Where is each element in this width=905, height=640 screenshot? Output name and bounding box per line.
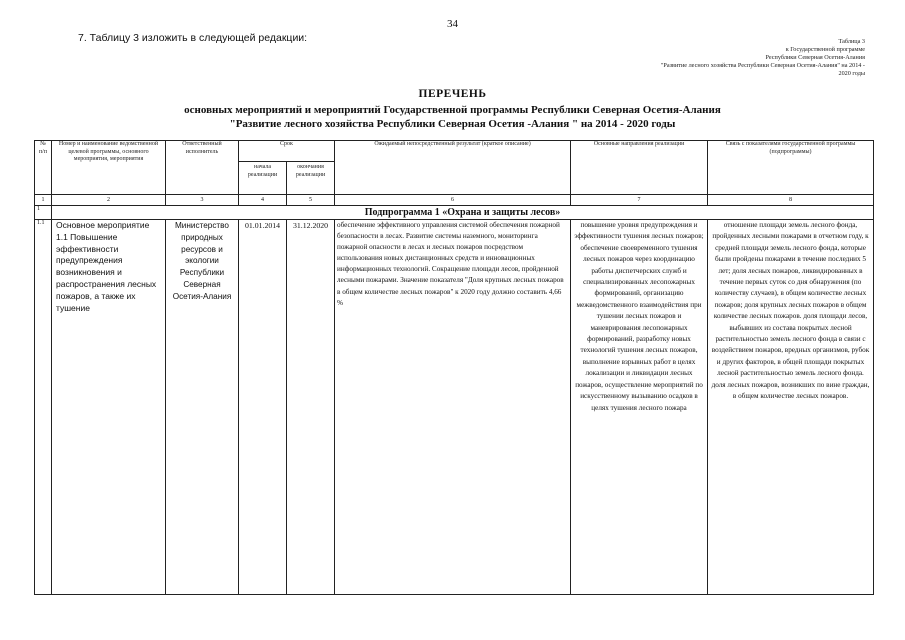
appendix-line: "Развитие лесного хозяйства Республики Северная Осетия-Алания" на 2014 - — [660, 62, 865, 69]
header-link: Связь с показателями государственной программы (подпрограммы) — [708, 141, 874, 195]
amendment-instruction: 7. Таблицу 3 изложить в следующей редакции: — [78, 32, 308, 44]
appendix-note — [560, 38, 865, 78]
appendix-line: Республики Северная Осетия-Алания — [765, 54, 865, 61]
header-start: начала реализации — [239, 162, 287, 195]
row-result: обеспечение эффективного управления системой обеспечения пожарной безопасности в лесах. Развитие системы наземного, мониторинга пожарной опасности в лесах и лесных пожаров посредством использования новых дистанционных средств и инновационных информационных технологий. Сокращение площади лесов, пройденной лесными пожарами. Значение показателя "Доля крупных лесных пожаров в общем количестве лесных пожаров" к 2020 году должно составить 4,66 % — [335, 220, 571, 595]
appendix-line: 2020 годы — [838, 70, 865, 77]
row-executor: Министерство природных ресурсов и экологии Республики Северная Осетия-Алания — [166, 220, 239, 595]
row-link: отношение площади земель лесного фонда, пройденных лесными пожарами в отчетном году, к средней площади земель лесного фонда, которые были пройдены пожарами в течение последних 5 лет; доля лесных пожаров, ликвидированных в течение первых суток со дня обнаружения (по количеству случаев), в общем количестве лесных пожаров; доля крупных лесных пожаров в общем количестве лесных пожаров. доля площади лесов, выбывших из состава покрытых лесной растительностью земель лесного фонда в связи с воздействием пожаров, вредных организмов, рубок и других факторов, в общей площади покрытых лесной растительностью земель лесного фонда. доля лесных пожаров, возникших по вине граждан, в общем количестве лесных пожаров. — [708, 220, 874, 595]
row-name: Основное мероприятие 1.1 Повышение эффективности предупреждения возникновения и распространения лесных пожаров, а также их тушение — [52, 220, 166, 595]
header-end: окончания реализации — [287, 162, 335, 195]
header-no: № п/п — [35, 141, 52, 195]
subprogram-row — [35, 206, 874, 220]
header-directions: Основные направления реализации — [571, 141, 708, 195]
column-number: 7 — [571, 195, 708, 206]
column-number: 1 — [35, 195, 52, 206]
row-start: 01.01.2014 — [239, 220, 287, 595]
row-directions: повышение уровня предупреждения и эффективности тушения лесных пожаров; обеспечение своевременного тушения лесных пожаров через координацию работы диспетчерских служб и специализированных лесопожарных формирований, организацию межведомственного взаимодействия при тушении лесных пожаров и маневрирования лесопожарных формирований, разработку новых технологий тушения лесных пожаров, выполнение взрывных работ в целях локализации и ликвидации лесных пожаров, осуществление мероприятий по искусственному вызыванию осадков в целях тушения лесного пожара — [571, 220, 708, 595]
header-row — [35, 141, 874, 162]
header-result: Ожидаемый непосредственный результат (краткое описание) — [335, 141, 571, 195]
column-number-row — [35, 195, 874, 206]
subprogram-number: 1 — [35, 206, 52, 220]
header-name: Номер и наименование ведомственной целевой программы, основного мероприятия, мероприятия — [52, 141, 166, 195]
header-executor: Ответственный исполнитель — [166, 141, 239, 195]
column-number: 3 — [166, 195, 239, 206]
list-title: ПЕРЕЧЕНЬ — [418, 88, 487, 100]
column-number: 2 — [52, 195, 166, 206]
table-row — [35, 220, 874, 595]
row-end: 31.12.2020 — [287, 220, 335, 595]
header-term: Срок — [239, 141, 335, 162]
column-number: 5 — [287, 195, 335, 206]
page-number: 34 — [447, 18, 458, 30]
list-subtitle: основных мероприятий и мероприятий Государственной программы Республики Северная Осетия-Алания — [184, 104, 721, 116]
row-number: 1.1 — [35, 220, 52, 595]
list-subtitle-program: "Развитие лесного хозяйства Республики Северная Осетия -Алания " на 2014 - 2020 годы — [229, 118, 676, 130]
appendix-line: Таблица 3 — [838, 38, 865, 45]
appendix-line: к Государственной программе — [785, 46, 865, 53]
column-number: 8 — [708, 195, 874, 206]
measures-table — [34, 140, 874, 595]
subprogram-title: Подпрограмма 1 «Охрана и защиты лесов» — [52, 206, 874, 220]
column-number: 6 — [335, 195, 571, 206]
column-number: 4 — [239, 195, 287, 206]
